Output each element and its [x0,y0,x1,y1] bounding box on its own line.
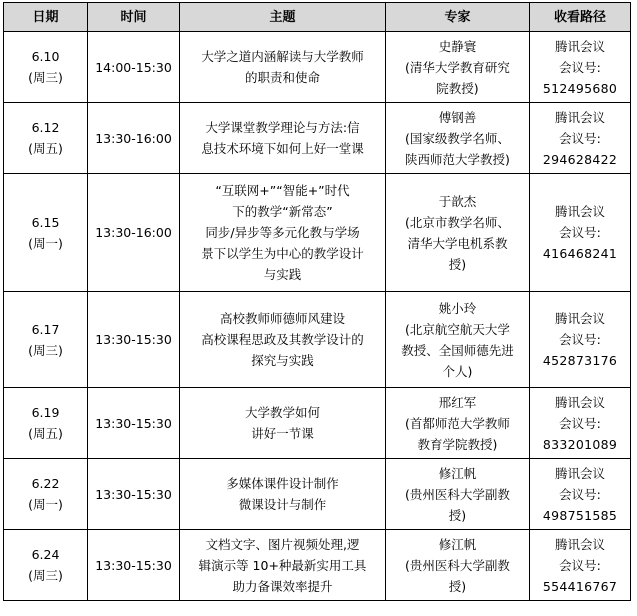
path-line: 腾讯会议 [554,38,605,54]
path-cell [530,388,631,459]
expert-title-line: (北京航空航天大学 [405,321,510,337]
expert-title-line: 授) [448,256,467,272]
topic-cell [180,530,386,601]
table-row [4,292,631,388]
path-cell [530,103,631,174]
expert-title-line: (贵州医科大学副教 [405,557,510,573]
topic-cell [180,32,386,103]
meeting-id: 512495680 [542,80,618,96]
time-cell: 14:00-15:30 [88,32,180,103]
expert-name: 傅钢善 [438,109,477,125]
topic-line: 助力备课效率提升 [232,578,333,594]
expert-cell [386,530,530,601]
path-line: 会议号: [559,59,601,75]
table-row [4,174,631,292]
topic-line: 与实践 [263,267,302,282]
time-cell: 13:30-15:30 [88,388,180,459]
date-text: 6.24 [31,547,60,562]
topic-line: 文档文字、图片视频处理,逻 [205,536,360,552]
topic-cell [180,103,386,174]
table-row [4,32,631,103]
topic-line: 大学之道内涵解读与大学教师 [201,49,364,64]
path-line: 会议号: [559,332,601,347]
date-text: 6.15 [31,214,60,230]
expert-title-line: (北京市教学名师、 [405,214,510,230]
path-cell [530,459,631,530]
expert-title-line: (首都师范大学教师 [405,415,510,431]
expert-cell [386,174,530,292]
time-cell: 13:30-16:00 [88,103,180,174]
date-text: 6.17 [31,321,60,337]
expert-cell [386,459,530,530]
topic-line: 探究与实践 [251,353,314,368]
path-cell [530,32,631,103]
topic-line: 下的教学“新常态” [232,204,333,219]
weekday-text: (周三) [28,342,63,358]
expert-name: 史静寰 [438,38,477,54]
expert-cell [386,292,530,388]
header-row [4,3,631,32]
path-line: 腾讯会议 [554,465,605,481]
topic-line: “互联网+”“智能+”时代 [215,183,350,198]
table-row [4,103,631,174]
topic-cell [180,459,386,530]
date-cell [4,103,88,174]
time-cell: 13:30-16:00 [88,174,180,292]
topic-cell [180,292,386,388]
date-text: 6.12 [31,120,60,135]
path-line: 腾讯会议 [554,311,605,326]
topic-line: 讲好一节课 [251,426,314,441]
weekday-text: (周五) [28,426,63,441]
header-date: 日期 [4,3,88,32]
path-line: 腾讯会议 [554,394,605,410]
path-line: 会议号: [559,486,601,502]
path-line: 腾讯会议 [554,536,605,552]
header-topic: 主题 [180,3,386,32]
topic-line: 景下以学生为中心的教学设计 [201,246,364,261]
expert-title-line: (国家级教学名师、 [405,130,510,146]
topic-line: 同步/异步等多元化教与学场 [205,225,360,240]
date-cell [4,459,88,530]
topic-line: 高校教师师德师风建设 [219,311,345,326]
topic-cell [180,388,386,459]
path-line: 会议号: [559,557,601,573]
expert-name: 修江帆 [438,465,477,481]
path-line: 腾讯会议 [554,204,605,219]
schedule-table [3,2,631,601]
path-cell [530,292,631,388]
path-cell [530,530,631,601]
path-line: 腾讯会议 [554,109,605,125]
topic-line: 辑演示等 10+种最新实用工具 [198,557,367,573]
expert-title-line: 教授、全国师德先进 [401,342,514,358]
weekday-text: (周三) [28,568,63,583]
path-line: 会议号: [559,415,601,431]
table-row [4,530,631,601]
meeting-id: 416468241 [542,246,618,261]
meeting-id: 294628422 [542,151,618,167]
weekday-text: (周一) [28,235,63,251]
path-line: 会议号: [559,225,601,240]
date-cell [4,292,88,388]
expert-name: 于歆杰 [438,193,477,209]
table-row [4,388,631,459]
meeting-id: 554416767 [542,578,618,594]
header-expert: 专家 [386,3,530,32]
weekday-text: (周三) [28,70,63,85]
time-cell: 13:30-15:30 [88,459,180,530]
time-cell: 13:30-15:30 [88,292,180,388]
expert-name: 修江帆 [438,536,477,552]
expert-title-line: 教育学院教授) [417,436,498,452]
date-text: 6.19 [31,405,60,420]
path-cell [530,174,631,292]
topic-line: 大学课堂教学理论与方法:信 [205,120,360,135]
topic-line: 多媒体课件设计制作 [226,476,339,491]
meeting-id: 833201089 [542,436,618,452]
expert-title-line: 清华大学电机系教 [407,235,508,251]
expert-name: 邢红军 [438,394,477,410]
expert-cell [386,388,530,459]
expert-title-line: 院教授) [436,80,479,96]
date-cell [4,530,88,601]
header-path: 收看路径 [530,3,631,32]
weekday-text: (周五) [28,141,63,156]
date-text: 6.10 [31,49,60,64]
topic-line: 大学教学如何 [244,405,320,420]
header-time: 时间 [88,3,180,32]
topic-line: 的职责和使命 [244,70,320,85]
expert-title-line: (清华大学教育研究 [405,59,510,75]
weekday-text: (周一) [28,497,63,512]
expert-title-line: (贵州医科大学副教 [405,486,510,502]
expert-cell [386,32,530,103]
date-cell [4,388,88,459]
path-line: 会议号: [559,130,601,146]
topic-line: 息技术环境下如何上好一堂课 [201,141,364,156]
meeting-id: 452873176 [542,353,618,368]
expert-title-line: 授) [448,507,467,523]
date-cell [4,174,88,292]
meeting-id: 498751585 [542,507,618,523]
expert-title-line: 陕西师范大学教授) [405,151,510,167]
topic-line: 微课设计与制作 [238,497,327,512]
expert-title-line: 授) [448,578,467,594]
expert-cell [386,103,530,174]
topic-cell [180,174,386,292]
topic-line: 高校课程思政及其教学设计的 [201,332,364,347]
expert-name: 姚小玲 [438,300,477,316]
table-row [4,459,631,530]
expert-title-line: 个人) [442,363,473,379]
time-cell: 13:30-15:30 [88,530,180,601]
date-text: 6.22 [31,476,60,491]
date-cell [4,32,88,103]
